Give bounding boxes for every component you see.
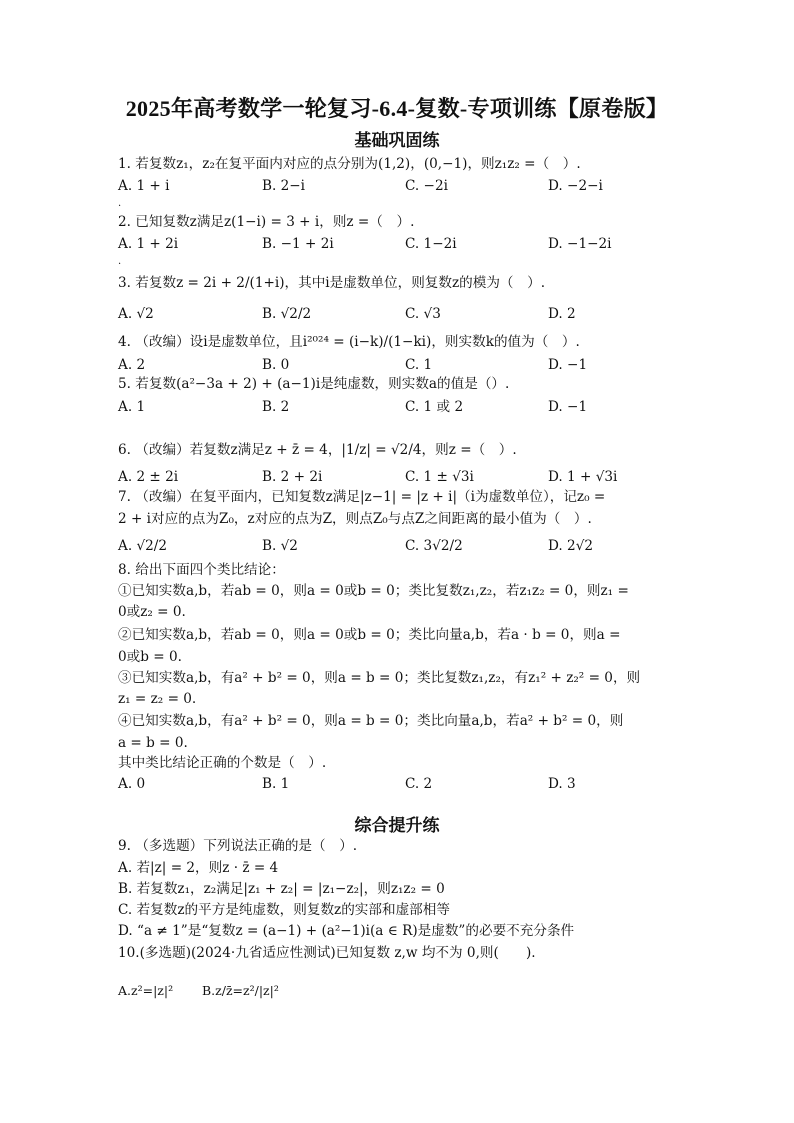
option-b: B. 2 + 2i bbox=[262, 469, 323, 485]
question-9-option-d: D. “a ≠ 1”是“复数z = (a−1) + (a²−1)i(a ∈ R)是虚数”的必要不充分条件 bbox=[118, 923, 575, 939]
option-c: C. −2i bbox=[405, 178, 448, 194]
question-8-options bbox=[118, 775, 678, 795]
question-7-stem: 7. （改编）在复平面内，已知复数z满足|z−1| = |z + i|（i为虚数单位），记z₀ = bbox=[118, 489, 606, 505]
question-3-stem: 3. 若复数z = 2i + 2/(1+i)，其中i是虚数单位，则复数z的模为（ ）. bbox=[118, 275, 546, 291]
option-b: B. 2 bbox=[262, 399, 290, 415]
question-1-options bbox=[118, 177, 678, 197]
question-5-options bbox=[118, 398, 678, 418]
analogy-1-line-2: 0或z₂ = 0. bbox=[118, 604, 186, 620]
option-a: A. √2/2 bbox=[118, 538, 167, 554]
option-c: C. 3√2/2 bbox=[405, 538, 463, 554]
option-a: A. 1 + 2i bbox=[118, 236, 179, 252]
option-d: D. −2−i bbox=[548, 178, 603, 194]
question-8-stem: 8. 给出下面四个类比结论： bbox=[118, 562, 285, 578]
option-c: C. √3 bbox=[405, 306, 441, 322]
question-1-stem: 1. 若复数z₁，z₂在复平面内对应的点分别为(1,2)，(0,−1)，则z₁z₂ =（ ）. bbox=[118, 156, 581, 172]
option-b: B. √2 bbox=[262, 538, 298, 554]
paragraph-mark: . bbox=[118, 256, 122, 267]
analogy-4-line-1: ④已知实数a,b，有a² + b² = 0，则a = b = 0；类比向量a,b，若a² + b² = 0，则 bbox=[118, 713, 624, 729]
option-c: C. 2 bbox=[405, 776, 433, 792]
option-d: D. 2√2 bbox=[548, 538, 594, 554]
question-9-stem: 9. （多选题）下列说法正确的是（ ）. bbox=[118, 838, 358, 854]
section-heading-basic: 基础巩固练 bbox=[354, 131, 440, 151]
option-a: A. √2 bbox=[118, 306, 154, 322]
analogy-2-line-2: 0或b = 0. bbox=[118, 649, 182, 665]
option-d: D. 2 bbox=[548, 306, 576, 322]
question-6-options bbox=[118, 468, 678, 488]
question-5-stem: 5. 若复数(a²−3a + 2) + (a−1)i是纯虚数，则实数a的值是（）. bbox=[118, 376, 510, 392]
analogy-2-line-1: ②已知实数a,b，若ab = 0，则a = 0或b = 0；类比向量a,b，若a · b = 0，则a = bbox=[118, 627, 621, 643]
option-a: A. 2 ± 2i bbox=[118, 469, 179, 485]
option-a: A. 2 bbox=[118, 357, 146, 373]
question-4-options bbox=[118, 356, 678, 376]
question-2-options bbox=[118, 235, 678, 255]
option-d: D. −1 bbox=[548, 399, 588, 415]
analogy-3-line-2: z₁ = z₂ = 0. bbox=[118, 691, 197, 707]
option-d: D. 3 bbox=[548, 776, 576, 792]
analogy-1-line-1: ①已知实数a,b，若ab = 0，则a = 0或b = 0；类比复数z₁,z₂，若z₁z₂ = 0，则z₁ = bbox=[118, 583, 629, 599]
question-9-option-c: C. 若复数z的平方是纯虚数，则复数z的实部和虚部相等 bbox=[118, 902, 450, 918]
option-a: A. 1 + i bbox=[118, 178, 170, 194]
option-b: B. 1 bbox=[262, 776, 290, 792]
option-b: B. 0 bbox=[262, 357, 290, 373]
option-a: A. 1 bbox=[118, 399, 146, 415]
option-d: D. −1−2i bbox=[548, 236, 612, 252]
question-10-stem: 10.(多选题)(2024·九省适应性测试)已知复数 z,w 均不为 0,则( ). bbox=[118, 945, 536, 961]
question-3-options bbox=[118, 305, 678, 325]
document-title: 2025年高考数学一轮复习-6.4-复数-专项训练【原卷版】 bbox=[125, 96, 669, 121]
option-c: C. 1 或 2 bbox=[405, 399, 464, 415]
question-8-prompt: 其中类比结论正确的个数是（ ）. bbox=[118, 755, 327, 771]
analogy-4-line-2: a = b = 0. bbox=[118, 735, 188, 751]
paragraph-mark: . bbox=[118, 198, 122, 209]
option-b: B. −1 + 2i bbox=[262, 236, 334, 252]
question-4-stem: 4. （改编）设i是虚数单位，且i²⁰²⁴ = (i−k)/(1−ki)，则实数k的值为（ ）. bbox=[118, 334, 580, 350]
question-2-stem: 2. 已知复数z满足z(1−i) = 3 + i，则z =（ ）. bbox=[118, 214, 415, 230]
question-7-options bbox=[118, 537, 678, 557]
option-b: B. √2/2 bbox=[262, 306, 312, 322]
question-7-stem-continued: 2 + i对应的点为Z₀，z对应的点为Z，则点Z₀与点Z之间距离的最小值为（ ）. bbox=[118, 511, 592, 527]
option-c: C. 1−2i bbox=[405, 236, 457, 252]
section-heading-advanced: 综合提升练 bbox=[354, 816, 440, 836]
question-9-option-a: A. 若|z| = 2，则z · z̄ = 4 bbox=[118, 860, 279, 876]
option-b: B.z/z̄=z²/|z|² bbox=[202, 983, 279, 998]
option-c: C. 1 ± √3i bbox=[405, 469, 474, 485]
option-a: A. 0 bbox=[118, 776, 146, 792]
analogy-3-line-1: ③已知实数a,b，有a² + b² = 0，则a = b = 0；类比复数z₁,z₂，有z₁² + z₂² = 0，则 bbox=[118, 670, 641, 686]
question-9-option-b: B. 若复数z₁，z₂满足|z₁ + z₂| = |z₁−z₂|，则z₁z₂ = 0 bbox=[118, 881, 445, 897]
option-d: D. 1 + √3i bbox=[548, 469, 618, 485]
option-d: D. −1 bbox=[548, 357, 588, 373]
option-b: B. 2−i bbox=[262, 178, 306, 194]
question-10-options bbox=[118, 982, 678, 1002]
question-6-stem: 6. （改编）若复数z满足z + z̄ = 4，|1/z| = √2/4，则z =（ ）. bbox=[118, 442, 517, 458]
option-a: A.z²=|z|² bbox=[118, 983, 174, 998]
option-c: C. 1 bbox=[405, 357, 433, 373]
